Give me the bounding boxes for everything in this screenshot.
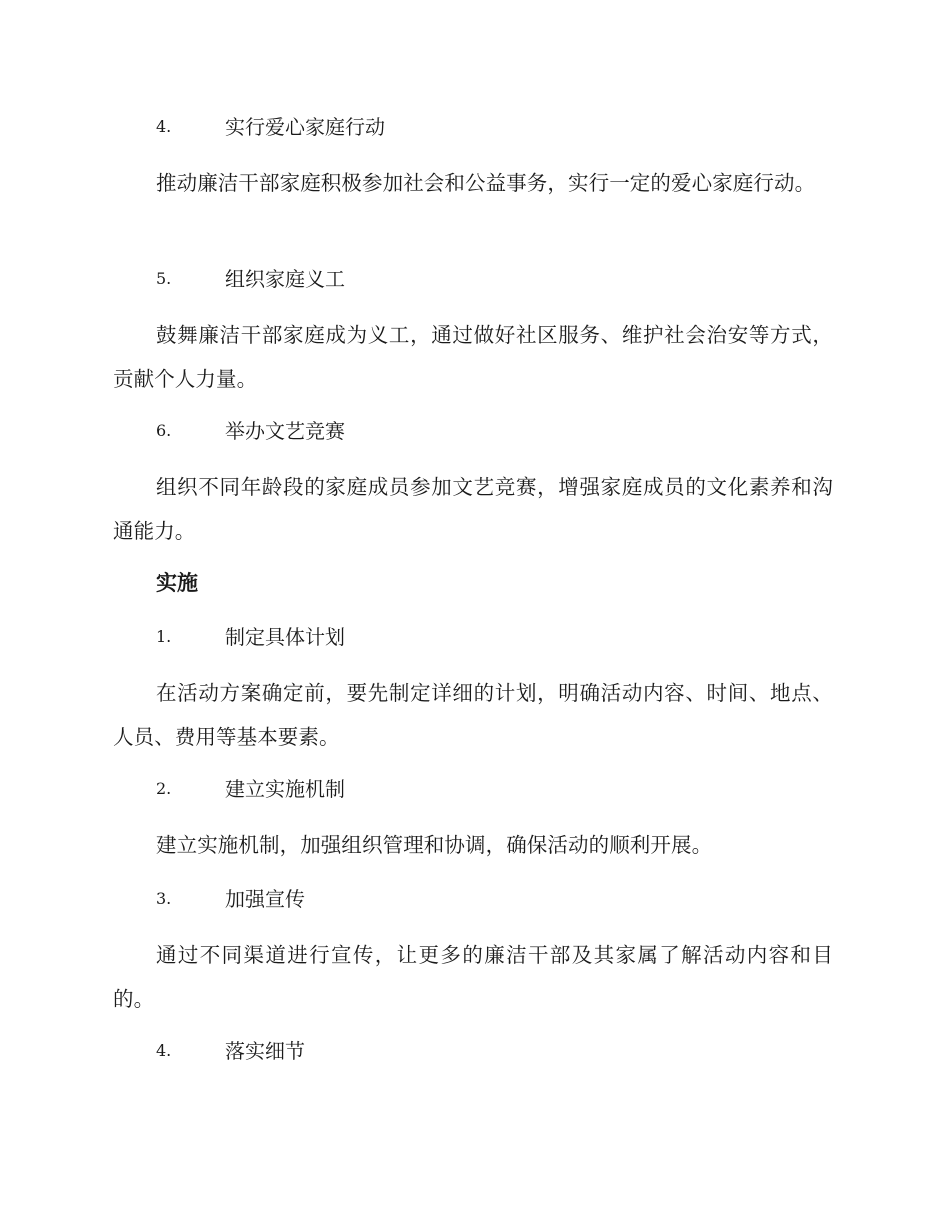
list-item-number: 6. <box>156 421 172 440</box>
list-item-heading: 制定具体计划 <box>225 625 345 649</box>
paragraph: 鼓舞廉洁干部家庭成为义工，通过做好社区服务、维护社会治安等方式，贡献个人力量。 <box>113 323 833 391</box>
list-item <box>113 774 833 804</box>
list-item-number: 4. <box>156 117 172 136</box>
list-item <box>113 264 833 294</box>
list-item-heading: 组织家庭义工 <box>225 267 345 291</box>
list-item-heading: 建立实施机制 <box>225 777 345 801</box>
list-item-number: 3. <box>156 889 172 908</box>
list-item-number: 2. <box>156 779 172 798</box>
list-item-heading: 实行爱心家庭行动 <box>225 115 385 139</box>
paragraph: 在活动方案确定前，要先制定详细的计划，明确活动内容、时间、地点、人员、费用等基本要素。 <box>113 681 833 749</box>
list-item-number: 5. <box>156 269 172 288</box>
list-item-heading: 举办文艺竞赛 <box>225 419 345 443</box>
list-item <box>113 884 833 914</box>
list-item <box>113 416 833 446</box>
list-item-number: 4. <box>156 1041 172 1060</box>
list-item-number: 1. <box>156 627 172 646</box>
list-item <box>113 622 833 652</box>
paragraph: 组织不同年龄段的家庭成员参加文艺竞赛，增强家庭成员的文化素养和沟通能力。 <box>113 475 833 543</box>
paragraph: 通过不同渠道进行宣传，让更多的廉洁干部及其家属了解活动内容和目的。 <box>113 943 833 1011</box>
list-item-heading: 加强宣传 <box>225 887 305 911</box>
section-heading: 实施 <box>156 570 198 595</box>
list-item <box>113 112 833 142</box>
list-item-heading: 落实细节 <box>225 1039 305 1063</box>
paragraph: 建立实施机制，加强组织管理和协调，确保活动的顺利开展。 <box>156 833 713 857</box>
list-item <box>113 1036 833 1066</box>
paragraph: 推动廉洁干部家庭积极参加社会和公益事务，实行一定的爱心家庭行动。 <box>156 171 816 195</box>
